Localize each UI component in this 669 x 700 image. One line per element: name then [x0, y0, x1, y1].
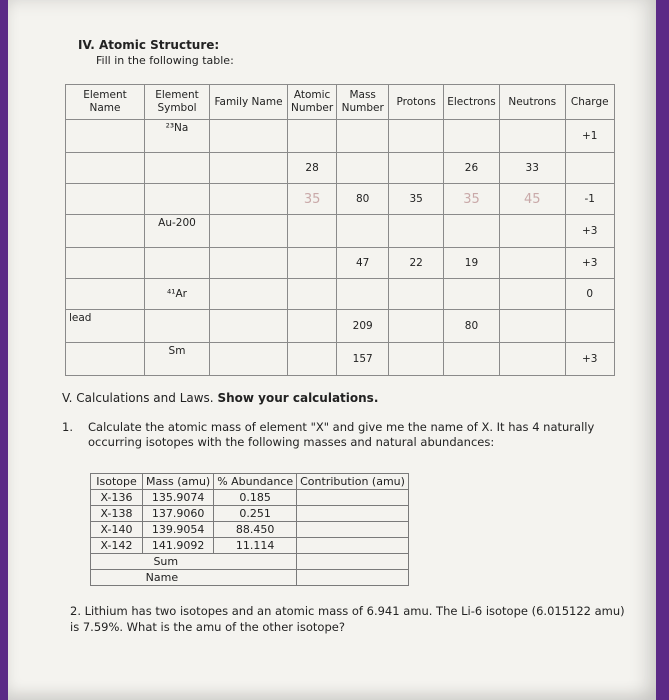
- cell-electrons-pencil[interactable]: 35: [444, 184, 500, 215]
- table-row: [66, 248, 615, 279]
- cell-mass-number[interactable]: 157: [337, 343, 389, 376]
- cell-charge[interactable]: +3: [565, 215, 614, 248]
- header-mass-number: Mass Number: [337, 85, 389, 120]
- section-5-title-plain: V. Calculations and Laws.: [62, 391, 214, 405]
- cell-contribution[interactable]: [297, 490, 409, 506]
- cell-electrons[interactable]: [444, 343, 500, 376]
- cell-atomic-number[interactable]: [288, 248, 337, 279]
- header-element-symbol: Element Symbol: [145, 85, 210, 120]
- table-row: [91, 538, 409, 554]
- cell-mass-number[interactable]: 209: [337, 310, 389, 343]
- cell-protons[interactable]: [389, 215, 444, 248]
- cell-symbol[interactable]: ⁴¹Ar: [145, 279, 210, 310]
- name-value[interactable]: [297, 570, 409, 586]
- table-row: [66, 310, 615, 343]
- cell-charge[interactable]: [565, 310, 614, 343]
- cell-name[interactable]: [66, 279, 145, 310]
- cell-protons[interactable]: [389, 153, 444, 184]
- cell-abundance: 0.185: [214, 490, 297, 506]
- cell-symbol[interactable]: [145, 248, 210, 279]
- cell-atomic-number[interactable]: [288, 215, 337, 248]
- cell-family[interactable]: [210, 343, 288, 376]
- table-row: [66, 153, 615, 184]
- cell-isotope: X-138: [91, 506, 143, 522]
- cell-neutrons-pencil[interactable]: 45: [499, 184, 565, 215]
- cell-family[interactable]: [210, 310, 288, 343]
- header-neutrons: Neutrons: [499, 85, 565, 120]
- cell-atomic-number[interactable]: [288, 120, 337, 153]
- sum-row: [91, 554, 409, 570]
- section-4-instruction: Fill in the following table:: [96, 54, 234, 67]
- cell-mass: 141.9092: [143, 538, 214, 554]
- cell-isotope: X-142: [91, 538, 143, 554]
- cell-mass-number[interactable]: [337, 120, 389, 153]
- cell-atomic-number[interactable]: 28: [288, 153, 337, 184]
- cell-symbol[interactable]: Au-200: [145, 215, 210, 248]
- cell-protons[interactable]: 22: [389, 248, 444, 279]
- cell-name[interactable]: [66, 120, 145, 153]
- cell-abundance: 0.251: [214, 506, 297, 522]
- cell-electrons[interactable]: 26: [444, 153, 500, 184]
- cell-symbol[interactable]: ²³Na: [145, 120, 210, 153]
- sum-label: Sum: [91, 554, 297, 570]
- cell-abundance: 11.114: [214, 538, 297, 554]
- header-electrons: Electrons: [444, 85, 500, 120]
- header-element-name: Element Name: [66, 85, 145, 120]
- atomic-table-header-row: [66, 85, 615, 120]
- cell-mass: 135.9074: [143, 490, 214, 506]
- table-row: [91, 490, 409, 506]
- header-family-name: Family Name: [210, 85, 288, 120]
- question-2-text: 2. Lithium has two isotopes and an atomic mass of 6.941 amu. The Li-6 isotope (6.015122 amu) is 7.59%. What is the amu of the other isotope?: [70, 604, 625, 634]
- cell-atomic-number[interactable]: [288, 343, 337, 376]
- cell-isotope: X-140: [91, 522, 143, 538]
- cell-mass-number[interactable]: [337, 153, 389, 184]
- atomic-structure-table: [65, 84, 615, 376]
- cell-protons[interactable]: [389, 343, 444, 376]
- isotope-header-row: [91, 474, 409, 490]
- cell-mass: 137.9060: [143, 506, 214, 522]
- cell-family[interactable]: [210, 120, 288, 153]
- cell-name[interactable]: [66, 153, 145, 184]
- sum-value[interactable]: [297, 554, 409, 570]
- cell-protons[interactable]: [389, 279, 444, 310]
- cell-electrons[interactable]: 80: [444, 310, 500, 343]
- cell-electrons[interactable]: [444, 215, 500, 248]
- cell-family[interactable]: [210, 184, 288, 215]
- cell-electrons[interactable]: [444, 279, 500, 310]
- header-mass: Mass (amu): [143, 474, 214, 490]
- cell-family[interactable]: [210, 215, 288, 248]
- cell-mass-number[interactable]: [337, 279, 389, 310]
- cell-neutrons[interactable]: [499, 343, 565, 376]
- section-4-title: IV. Atomic Structure:: [78, 38, 220, 52]
- cell-charge[interactable]: +3: [565, 343, 614, 376]
- cell-name[interactable]: lead: [66, 310, 145, 343]
- isotope-table: [90, 473, 409, 586]
- cell-isotope: X-136: [91, 490, 143, 506]
- question-1-text: Calculate the atomic mass of element "X" and give me the name of X. It has 4 naturally occurring isotopes with the following masses and natural abundances:: [88, 420, 595, 449]
- cell-mass: 139.9054: [143, 522, 214, 538]
- header-isotope: Isotope: [91, 474, 143, 490]
- cell-atomic-number[interactable]: [288, 279, 337, 310]
- name-row: [91, 570, 409, 586]
- cell-neutrons[interactable]: [499, 120, 565, 153]
- cell-contribution[interactable]: [297, 538, 409, 554]
- cell-neutrons[interactable]: 33: [499, 153, 565, 184]
- cell-atomic-number[interactable]: [288, 310, 337, 343]
- table-row: [66, 184, 615, 215]
- table-row: [91, 522, 409, 538]
- cell-mass-number[interactable]: 80: [337, 184, 389, 215]
- cell-symbol[interactable]: [145, 310, 210, 343]
- header-contribution: Contribution (amu): [297, 474, 409, 490]
- section-5-title-bold: Show your calculations.: [217, 391, 379, 405]
- cell-charge[interactable]: +3: [565, 248, 614, 279]
- cell-protons[interactable]: 35: [389, 184, 444, 215]
- cell-family[interactable]: [210, 279, 288, 310]
- cell-charge[interactable]: -1: [565, 184, 614, 215]
- cell-symbol[interactable]: [145, 153, 210, 184]
- question-1-number: 1.: [62, 420, 73, 434]
- cell-neutrons[interactable]: [499, 215, 565, 248]
- cell-name[interactable]: [66, 184, 145, 215]
- cell-mass-number[interactable]: [337, 215, 389, 248]
- cell-contribution[interactable]: [297, 522, 409, 538]
- table-row: [66, 215, 615, 248]
- cell-family[interactable]: [210, 248, 288, 279]
- cell-contribution[interactable]: [297, 506, 409, 522]
- header-charge: Charge: [565, 85, 614, 120]
- cell-charge[interactable]: +1: [565, 120, 614, 153]
- cell-family[interactable]: [210, 153, 288, 184]
- cell-neutrons[interactable]: [499, 310, 565, 343]
- cell-neutrons[interactable]: [499, 248, 565, 279]
- worksheet-page: [8, 0, 656, 700]
- header-atomic-number: Atomic Number: [288, 85, 337, 120]
- table-row: [66, 120, 615, 153]
- name-label: Name: [91, 570, 297, 586]
- cell-name[interactable]: [66, 215, 145, 248]
- cell-abundance: 88.450: [214, 522, 297, 538]
- cell-atomic-number-pencil[interactable]: 35: [288, 184, 337, 215]
- cell-name[interactable]: [66, 248, 145, 279]
- cell-electrons[interactable]: 19: [444, 248, 500, 279]
- cell-mass-number[interactable]: 47: [337, 248, 389, 279]
- cell-electrons[interactable]: [444, 120, 500, 153]
- section-5-title: [62, 391, 378, 405]
- cell-neutrons[interactable]: [499, 279, 565, 310]
- table-row: [66, 279, 615, 310]
- cell-charge[interactable]: [565, 153, 614, 184]
- cell-charge[interactable]: 0: [565, 279, 614, 310]
- table-row: [91, 506, 409, 522]
- header-protons: Protons: [389, 85, 444, 120]
- cell-name[interactable]: [66, 343, 145, 376]
- cell-protons[interactable]: [389, 120, 444, 153]
- cell-protons[interactable]: [389, 310, 444, 343]
- cell-symbol[interactable]: Sm: [145, 343, 210, 376]
- cell-symbol[interactable]: [145, 184, 210, 215]
- table-row: [66, 343, 615, 376]
- header-abundance: % Abundance: [214, 474, 297, 490]
